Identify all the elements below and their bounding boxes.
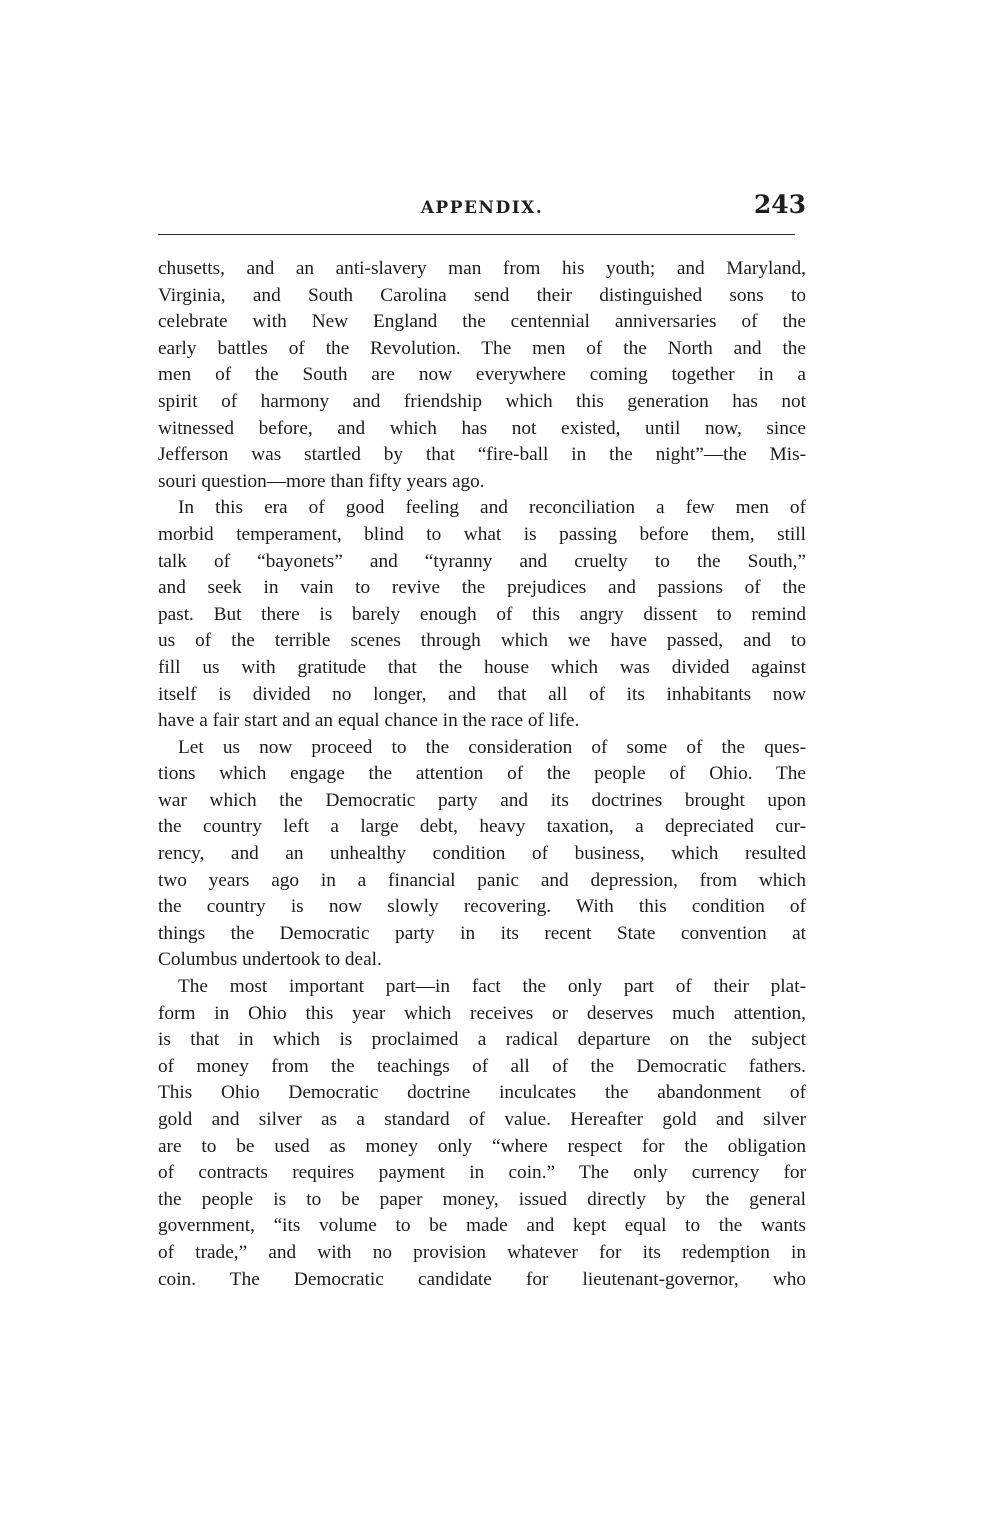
page-number: 243 bbox=[753, 190, 806, 219]
text-line: war which the Democratic party and its doctrines brought upon bbox=[158, 789, 806, 811]
text-line: the country is now slowly recovering. With this condition of bbox=[158, 896, 806, 918]
text-line: celebrate with New England the centennial anniversaries of the bbox=[158, 311, 806, 333]
text-line: of contracts requires payment in coin.” The only currency for bbox=[158, 1162, 806, 1184]
text-line: and seek in vain to revive the prejudices and passions of the bbox=[158, 577, 806, 599]
running-head bbox=[158, 190, 806, 230]
text-line: Jefferson was startled by that “fire-ball in the night”—the Mis- bbox=[158, 444, 806, 466]
text-line: gold and silver as a standard of value. Hereafter gold and silver bbox=[158, 1109, 806, 1130]
text-line: chusetts, and an anti-slavery man from his youth; and Maryland, bbox=[158, 258, 806, 279]
text-line: have a fair start and an equal chance in the race of life. bbox=[158, 710, 580, 732]
running-title: APPENDIX. bbox=[420, 198, 544, 218]
text-line: form in Ohio this year which receives or deserves much attention, bbox=[158, 1002, 806, 1024]
text-line: talk of “bayonets” and “tyranny and cruelty to the South,” bbox=[158, 550, 806, 572]
text-line: past. But there is barely enough of this angry dissent to remind bbox=[158, 603, 806, 625]
text-line: two years ago in a financial panic and depression, from which bbox=[158, 869, 806, 891]
text-line: coin. The Democratic candidate for lieutenant-governor, who bbox=[158, 1268, 806, 1290]
header-rule bbox=[158, 234, 795, 235]
text-line: The most important part—in fact the only part of their plat- bbox=[178, 976, 806, 998]
text-line: rency, and an unhealthy condition of business, which resulted bbox=[158, 843, 806, 865]
text-line: is that in which is proclaimed a radical departure on the subject bbox=[158, 1029, 806, 1051]
text-line: of money from the teachings of all of the Democratic fathers. bbox=[158, 1055, 806, 1077]
text-line: souri question—more than fifty years ago. bbox=[158, 470, 485, 492]
text-line: of trade,” and with no provision whatever for its redemption in bbox=[158, 1241, 806, 1263]
text-line: early battles of the Revolution. The men of the North and the bbox=[158, 337, 806, 359]
text-line: Columbus undertook to deal. bbox=[158, 949, 382, 971]
text-line: men of the South are now everywhere coming together in a bbox=[158, 364, 806, 386]
text-line: us of the terrible scenes through which we have passed, and to bbox=[158, 630, 806, 652]
text-line: government, “its volume to be made and kept equal to the wants bbox=[158, 1215, 806, 1237]
text-line: fill us with gratitude that the house which was divided against bbox=[158, 656, 806, 678]
text-line: morbid temperament, blind to what is passing before them, still bbox=[158, 523, 806, 545]
text-line: In this era of good feeling and reconciliation a few men of bbox=[178, 497, 806, 519]
text-line: are to be used as money only “where respect for the obligation bbox=[158, 1135, 806, 1157]
text-line: the country left a large debt, heavy taxation, a depreciated cur- bbox=[158, 816, 806, 838]
text-line: the people is to be paper money, issued directly by the general bbox=[158, 1188, 806, 1210]
text-line: Virginia, and South Carolina send their distinguished sons to bbox=[158, 284, 806, 306]
text-line: This Ohio Democratic doctrine inculcates the abandonment of bbox=[158, 1082, 806, 1104]
text-line: witnessed before, and which has not existed, until now, since bbox=[158, 417, 806, 439]
text-line: tions which engage the attention of the people of Ohio. The bbox=[158, 763, 806, 785]
text-line: itself is divided no longer, and that all of its inhabitants now bbox=[158, 683, 806, 705]
body-text bbox=[158, 256, 806, 1293]
text-line: spirit of harmony and friendship which this generation has not bbox=[158, 390, 806, 412]
text-line: things the Democratic party in its recent State convention at bbox=[158, 922, 806, 944]
text-line: Let us now proceed to the consideration of some of the ques- bbox=[178, 736, 806, 758]
